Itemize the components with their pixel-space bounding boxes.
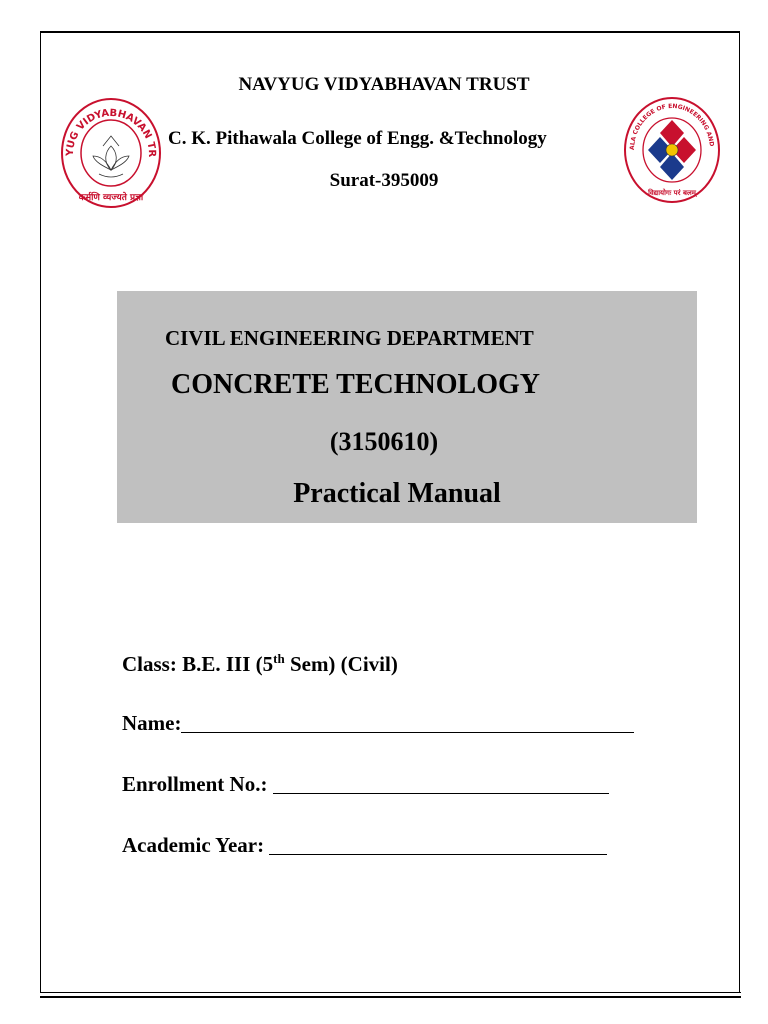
college-city: Surat-395009 bbox=[329, 170, 439, 191]
document-type: Practical Manual bbox=[293, 478, 501, 509]
navyug-trust-seal-icon bbox=[59, 96, 163, 210]
enrollment-label: Enrollment No.: bbox=[122, 772, 273, 796]
class-suffix: Sem) (Civil) bbox=[284, 652, 398, 676]
footer-rule-thick bbox=[40, 996, 741, 998]
name-label: Name: bbox=[122, 711, 182, 735]
college-name: C. K. Pithawala College of Engg. &Technology bbox=[168, 128, 547, 149]
academic-year-blank[interactable] bbox=[269, 834, 607, 855]
class-info bbox=[122, 652, 398, 677]
trust-name: NAVYUG VIDYABHAVAN TRUST bbox=[238, 74, 530, 95]
academic-year-field bbox=[122, 833, 607, 858]
svg-text:विद्यायोगः परं बलम्: विद्यायोगः परं बलम् bbox=[648, 189, 696, 197]
academic-year-label: Academic Year: bbox=[122, 833, 270, 857]
svg-text:C. K. PITHAWALA COLLEGE OF ENG: ALA COLLEGE OF ENGINEERING AND bbox=[628, 102, 715, 151]
department-name: CIVIL ENGINEERING DEPARTMENT bbox=[165, 326, 534, 350]
footer-rule bbox=[40, 992, 741, 993]
name-field bbox=[122, 711, 634, 736]
enrollment-field bbox=[122, 772, 609, 797]
name-blank[interactable] bbox=[181, 712, 634, 733]
class-prefix: Class: B.E. III (5 bbox=[122, 652, 274, 676]
ckpcet-seal-icon bbox=[622, 95, 722, 205]
enrollment-blank[interactable] bbox=[273, 773, 609, 794]
course-title: CONCRETE TECHNOLOGY bbox=[171, 369, 540, 400]
class-superscript: th bbox=[273, 651, 285, 666]
svg-text:कर्मणि व्यज्यते प्रज्ञा: कर्मणि व्यज्यते प्रज्ञा bbox=[78, 193, 144, 203]
svg-text:NAVYUG VIDYABHAVAN TRUST: YUG VIDYABHAVAN TR bbox=[64, 107, 158, 158]
course-code: (3150610) bbox=[329, 427, 439, 456]
